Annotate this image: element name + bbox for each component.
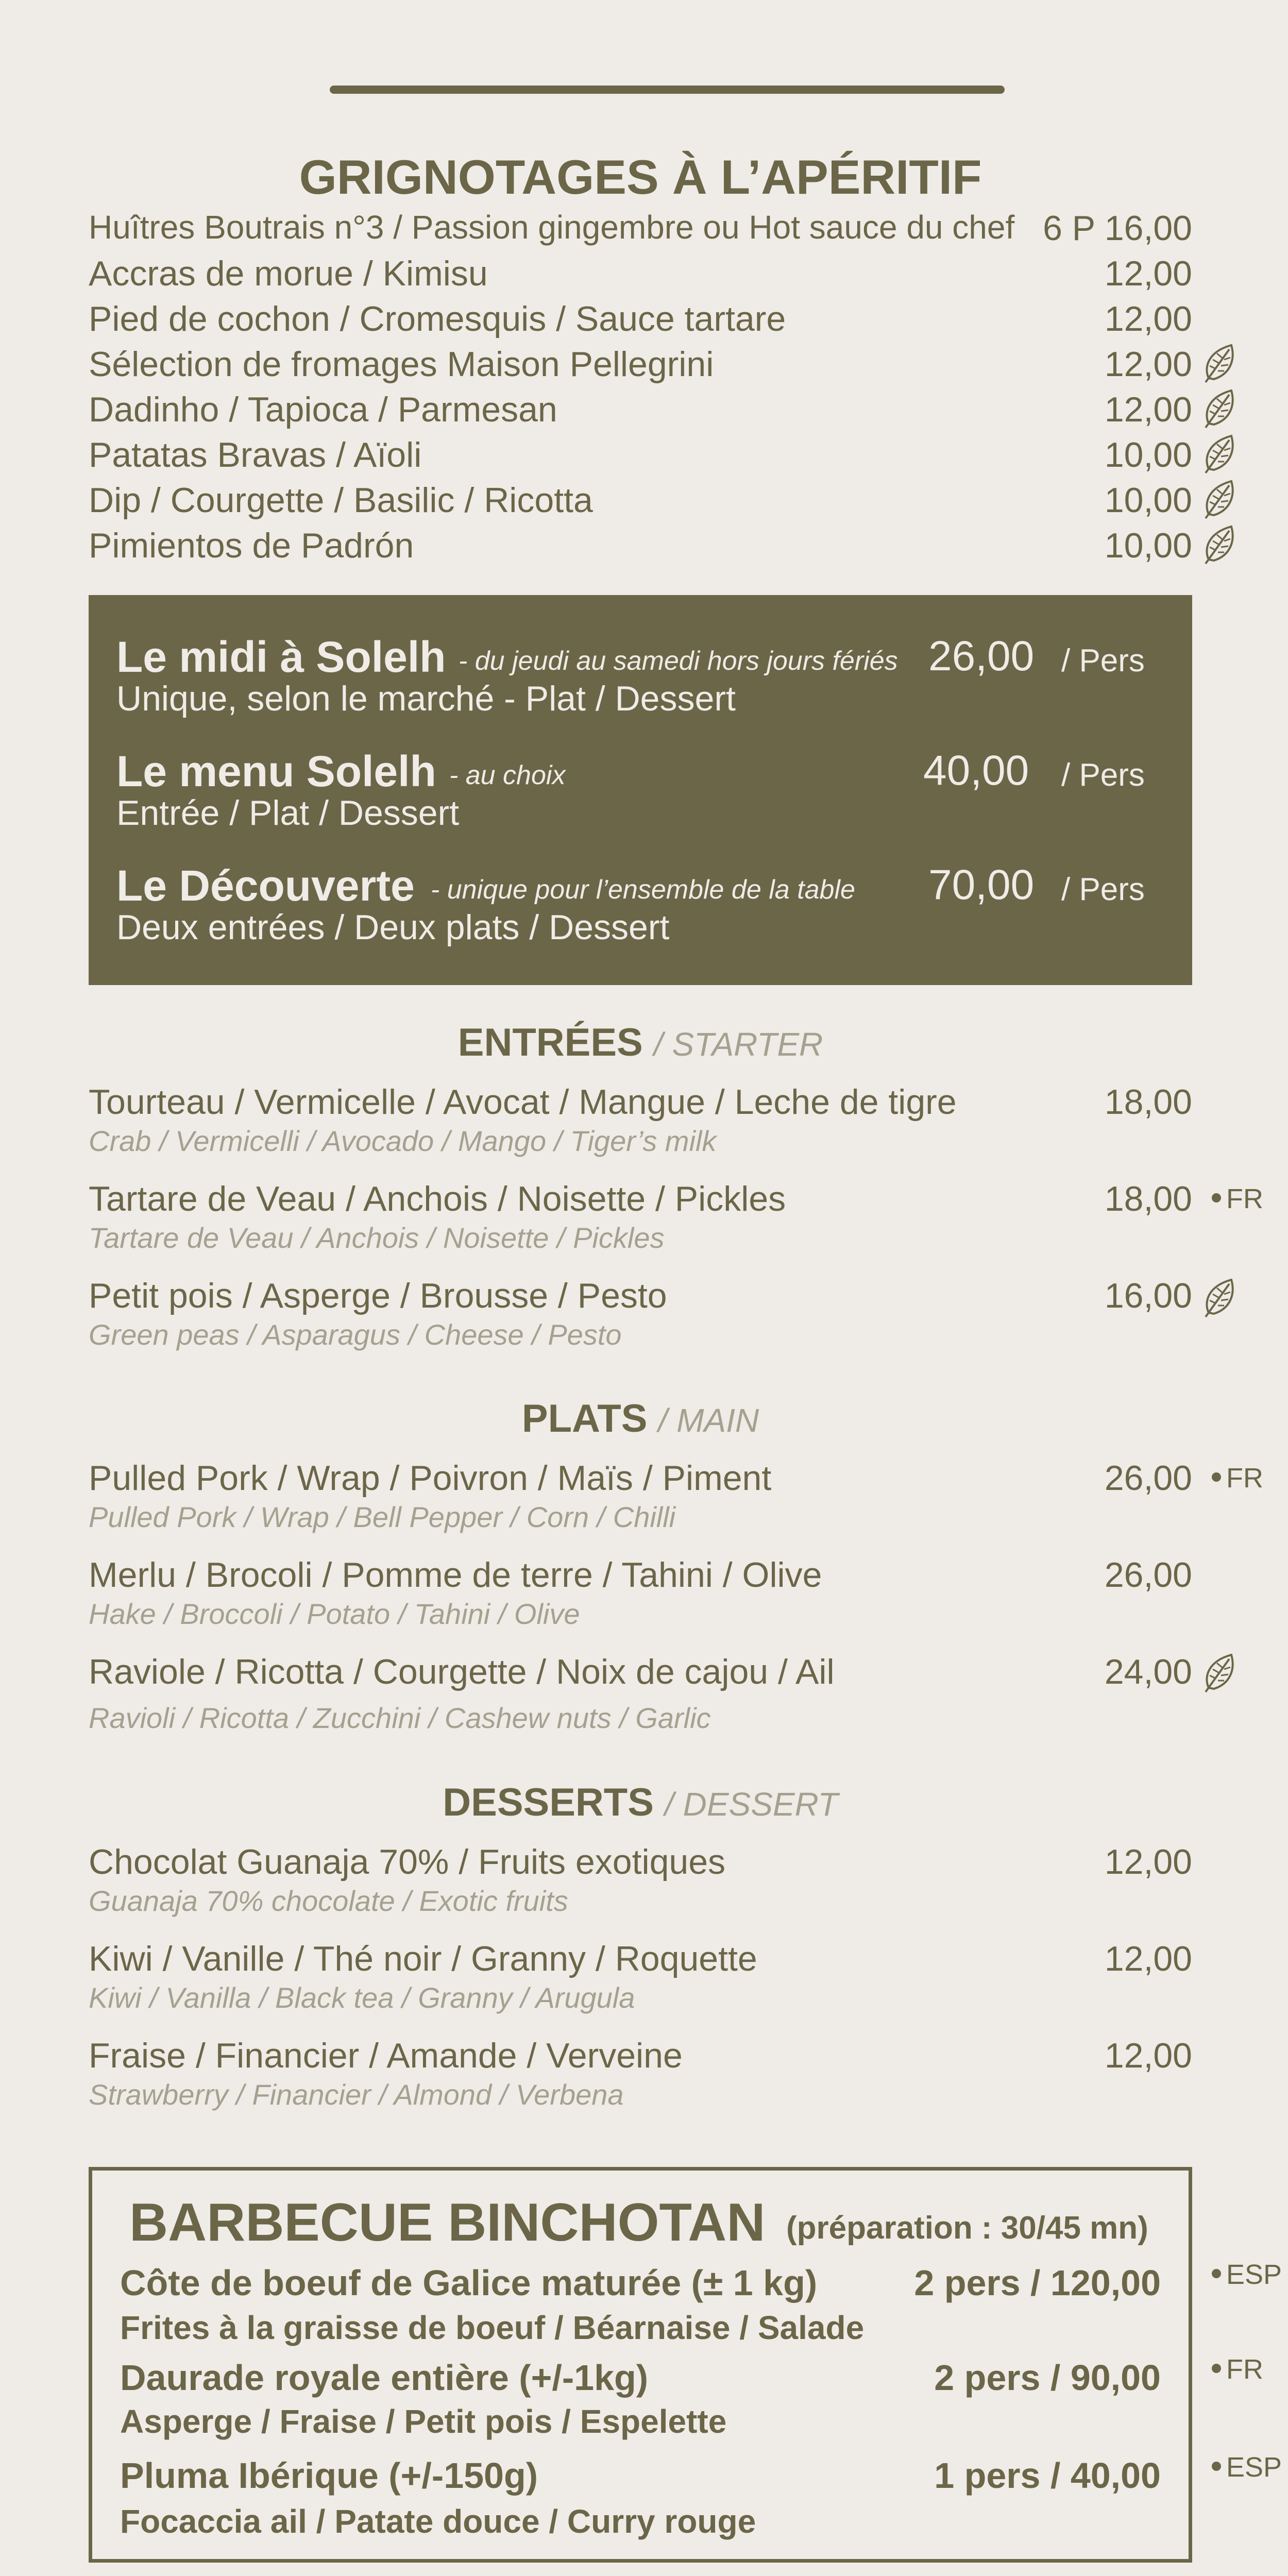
leaf-icon bbox=[1201, 342, 1238, 383]
aperitif-item bbox=[89, 208, 1192, 249]
bbq-item-price: 2 pers / 120,00 bbox=[914, 2263, 1161, 2303]
item-name: Sélection de fromages Maison Pellegrini bbox=[89, 345, 714, 384]
entrees-section bbox=[89, 1020, 1192, 1360]
origin-label: ESP bbox=[1226, 2452, 1282, 2483]
bbq-item-price: 1 pers / 40,00 bbox=[934, 2455, 1161, 2496]
item-name: Dip / Courgette / Basilic / Ricotta bbox=[89, 481, 593, 520]
plats-section bbox=[89, 1396, 1192, 1736]
formula-desc: Unique, selon le marché - Plat / Dessert bbox=[116, 679, 736, 718]
item-name: Dadinho / Tapioca / Parmesan bbox=[89, 390, 557, 429]
bbq-item-name: Pluma Ibérique (+/-150g) bbox=[120, 2455, 538, 2496]
formula-desc: Entrée / Plat / Dessert bbox=[116, 793, 460, 833]
dessert-item bbox=[89, 2036, 1192, 2111]
dessert-item bbox=[89, 1939, 1192, 2014]
item-price: 12,00 bbox=[1104, 390, 1192, 429]
formula-unit: / Pers bbox=[1061, 643, 1145, 679]
formula-price: 26,00 bbox=[928, 633, 1035, 680]
desserts-section bbox=[89, 1780, 1192, 2120]
item-name: Tartare de Veau / Anchois / Noisette / Pickles bbox=[89, 1179, 786, 1218]
item-price: 10,00 bbox=[1104, 481, 1192, 520]
aperitif-item bbox=[89, 435, 1192, 476]
formula-note: - du jeudi au samedi hors jours fériés bbox=[459, 646, 898, 676]
bbq-item-side: Focaccia ail / Patate douce / Curry rouge bbox=[120, 2503, 756, 2540]
bbq-item-name: Côte de boeuf de Galice maturée (± 1 kg) bbox=[120, 2263, 818, 2303]
origin-badge bbox=[1212, 2451, 1282, 2483]
origin-badge bbox=[1212, 2353, 1263, 2385]
desserts-subtitle: / DESSERT bbox=[665, 1786, 838, 1823]
item-name: Huîtres Boutrais n°3 / Passion gingembre ou Hot sauce du chef bbox=[89, 209, 1015, 246]
item-price: 26,00 bbox=[1104, 1459, 1192, 1498]
plats-subtitle: / MAIN bbox=[658, 1402, 759, 1439]
item-price: 12,00 bbox=[1104, 299, 1192, 338]
barbecue-prep: (préparation : 30/45 mn) bbox=[786, 2210, 1148, 2246]
item-translation: Ravioli / Ricotta / Zucchini / Cashew nuts / Garlic bbox=[89, 1702, 711, 1734]
item-price: 16,00 bbox=[1104, 1276, 1192, 1315]
item-name: Chocolat Guanaja 70% / Fruits exotiques bbox=[89, 1842, 726, 1882]
formula-title: Le midi à Solelh bbox=[116, 633, 446, 681]
formula-unit: / Pers bbox=[1061, 872, 1145, 907]
origin-label: ESP bbox=[1226, 2259, 1282, 2290]
bbq-item-side: Asperge / Fraise / Petit pois / Espelette bbox=[120, 2403, 727, 2440]
top-divider bbox=[330, 86, 1005, 94]
desserts-heading bbox=[89, 1780, 1192, 1825]
leaf-icon bbox=[1201, 523, 1238, 565]
item-translation: Tartare de Veau / Anchois / Noisette / Pickles bbox=[89, 1222, 665, 1254]
item-price: 12,00 bbox=[1104, 2036, 1192, 2075]
bbq-item-price: 2 pers / 90,00 bbox=[934, 2358, 1161, 2398]
item-price: 26,00 bbox=[1104, 1555, 1192, 1595]
leaf-icon bbox=[1201, 387, 1238, 429]
aperitif-item bbox=[89, 253, 1192, 295]
aperitif-item bbox=[89, 299, 1192, 340]
item-price: 10,00 bbox=[1104, 526, 1192, 565]
item-name: Pimientos de Padrón bbox=[89, 526, 414, 565]
leaf-icon bbox=[1201, 433, 1238, 474]
plats-title: PLATS bbox=[521, 1397, 648, 1440]
item-name: Patatas Bravas / Aïoli bbox=[89, 435, 422, 474]
plat-item bbox=[89, 1458, 1192, 1533]
desserts-title: DESSERTS bbox=[443, 1781, 654, 1824]
origin-badge bbox=[1212, 1462, 1263, 1494]
item-price: 12,00 bbox=[1104, 254, 1192, 293]
aperitif-item bbox=[89, 344, 1192, 385]
entrees-heading bbox=[89, 1020, 1192, 1065]
bbq-item-name: Daurade royale entière (+/-1kg) bbox=[120, 2358, 649, 2398]
formula-note: - au choix bbox=[449, 760, 566, 790]
item-name: Petit pois / Asperge / Brousse / Pesto bbox=[89, 1276, 667, 1315]
item-price: 6 P 16,00 bbox=[1043, 209, 1192, 248]
plat-item bbox=[89, 1652, 1192, 1734]
item-translation: Green peas / Asparagus / Cheese / Pesto bbox=[89, 1318, 622, 1351]
formula-price: 70,00 bbox=[928, 861, 1035, 908]
item-name: Fraise / Financier / Amande / Verveine bbox=[89, 2036, 683, 2075]
item-name: Tourteau / Vermicelle / Avocat / Mangue / Leche de tigre bbox=[89, 1082, 957, 1122]
formulas-box bbox=[89, 595, 1192, 985]
item-name: Merlu / Brocoli / Pomme de terre / Tahini / Olive bbox=[89, 1555, 822, 1595]
barbecue-title: BARBECUE BINCHOTAN bbox=[129, 2193, 766, 2252]
entree-item bbox=[89, 1082, 1192, 1157]
formula-title: Le Découverte bbox=[116, 861, 415, 910]
barbecue-box bbox=[89, 2167, 1192, 2563]
item-name: Pied de cochon / Cromesquis / Sauce tartare bbox=[89, 299, 786, 338]
entrees-subtitle: / STARTER bbox=[653, 1026, 823, 1063]
formula-unit: / Pers bbox=[1061, 757, 1145, 793]
item-name: Accras de morue / Kimisu bbox=[89, 254, 488, 293]
origin-label: FR bbox=[1226, 1463, 1263, 1494]
formula-price: 40,00 bbox=[923, 747, 1029, 794]
dessert-item bbox=[89, 1842, 1192, 1917]
aperitif-title: GRIGNOTAGES À L’APÉRITIF bbox=[299, 150, 982, 204]
item-price: 24,00 bbox=[1104, 1652, 1192, 1691]
item-name: Pulled Pork / Wrap / Poivron / Maïs / Piment bbox=[89, 1459, 772, 1498]
aperitif-item bbox=[89, 526, 1192, 567]
origin-badge bbox=[1212, 2259, 1282, 2291]
item-price: 12,00 bbox=[1104, 1939, 1192, 1978]
item-price: 12,00 bbox=[1104, 345, 1192, 384]
aperitif-section bbox=[89, 144, 1192, 567]
item-translation: Hake / Broccoli / Potato / Tahini / Olive bbox=[89, 1598, 580, 1630]
item-translation: Strawberry / Financier / Almond / Verbena bbox=[89, 2078, 624, 2111]
item-price: 12,00 bbox=[1104, 1842, 1192, 1882]
aperitif-item bbox=[89, 389, 1192, 431]
item-translation: Pulled Pork / Wrap / Bell Pepper / Corn / Chilli bbox=[89, 1501, 676, 1533]
item-name: Raviole / Ricotta / Courgette / Noix de cajou / Ail bbox=[89, 1652, 835, 1691]
origin-label: FR bbox=[1226, 1183, 1263, 1214]
item-price: 10,00 bbox=[1104, 435, 1192, 474]
origin-label: FR bbox=[1226, 2354, 1263, 2385]
plats-heading bbox=[89, 1396, 1192, 1441]
entrees-title: ENTRÉES bbox=[457, 1021, 643, 1064]
item-price: 18,00 bbox=[1104, 1179, 1192, 1218]
item-translation: Crab / Vermicelli / Avocado / Mango / Tiger’s milk bbox=[89, 1125, 717, 1157]
leaf-icon bbox=[1201, 1277, 1238, 1318]
item-translation: Guanaja 70% chocolate / Exotic fruits bbox=[89, 1885, 568, 1917]
item-translation: Kiwi / Vanilla / Black tea / Granny / Arugula bbox=[89, 1981, 635, 2014]
entree-item bbox=[89, 1179, 1192, 1254]
origin-badge bbox=[1212, 1183, 1263, 1215]
bbq-item-side: Frites à la graisse de boeuf / Béarnaise / Salade bbox=[120, 2309, 865, 2346]
plat-item bbox=[89, 1555, 1192, 1630]
formula-note: - unique pour l’ensemble de la table bbox=[431, 875, 855, 905]
item-price: 18,00 bbox=[1104, 1082, 1192, 1122]
formula-title: Le menu Solelh bbox=[116, 747, 436, 795]
entree-item bbox=[89, 1276, 1192, 1351]
formula-desc: Deux entrées / Deux plats / Dessert bbox=[116, 908, 670, 947]
leaf-icon bbox=[1201, 1652, 1238, 1693]
leaf-icon bbox=[1201, 478, 1238, 519]
item-name: Kiwi / Vanille / Thé noir / Granny / Roquette bbox=[89, 1939, 757, 1978]
aperitif-item bbox=[89, 480, 1192, 521]
